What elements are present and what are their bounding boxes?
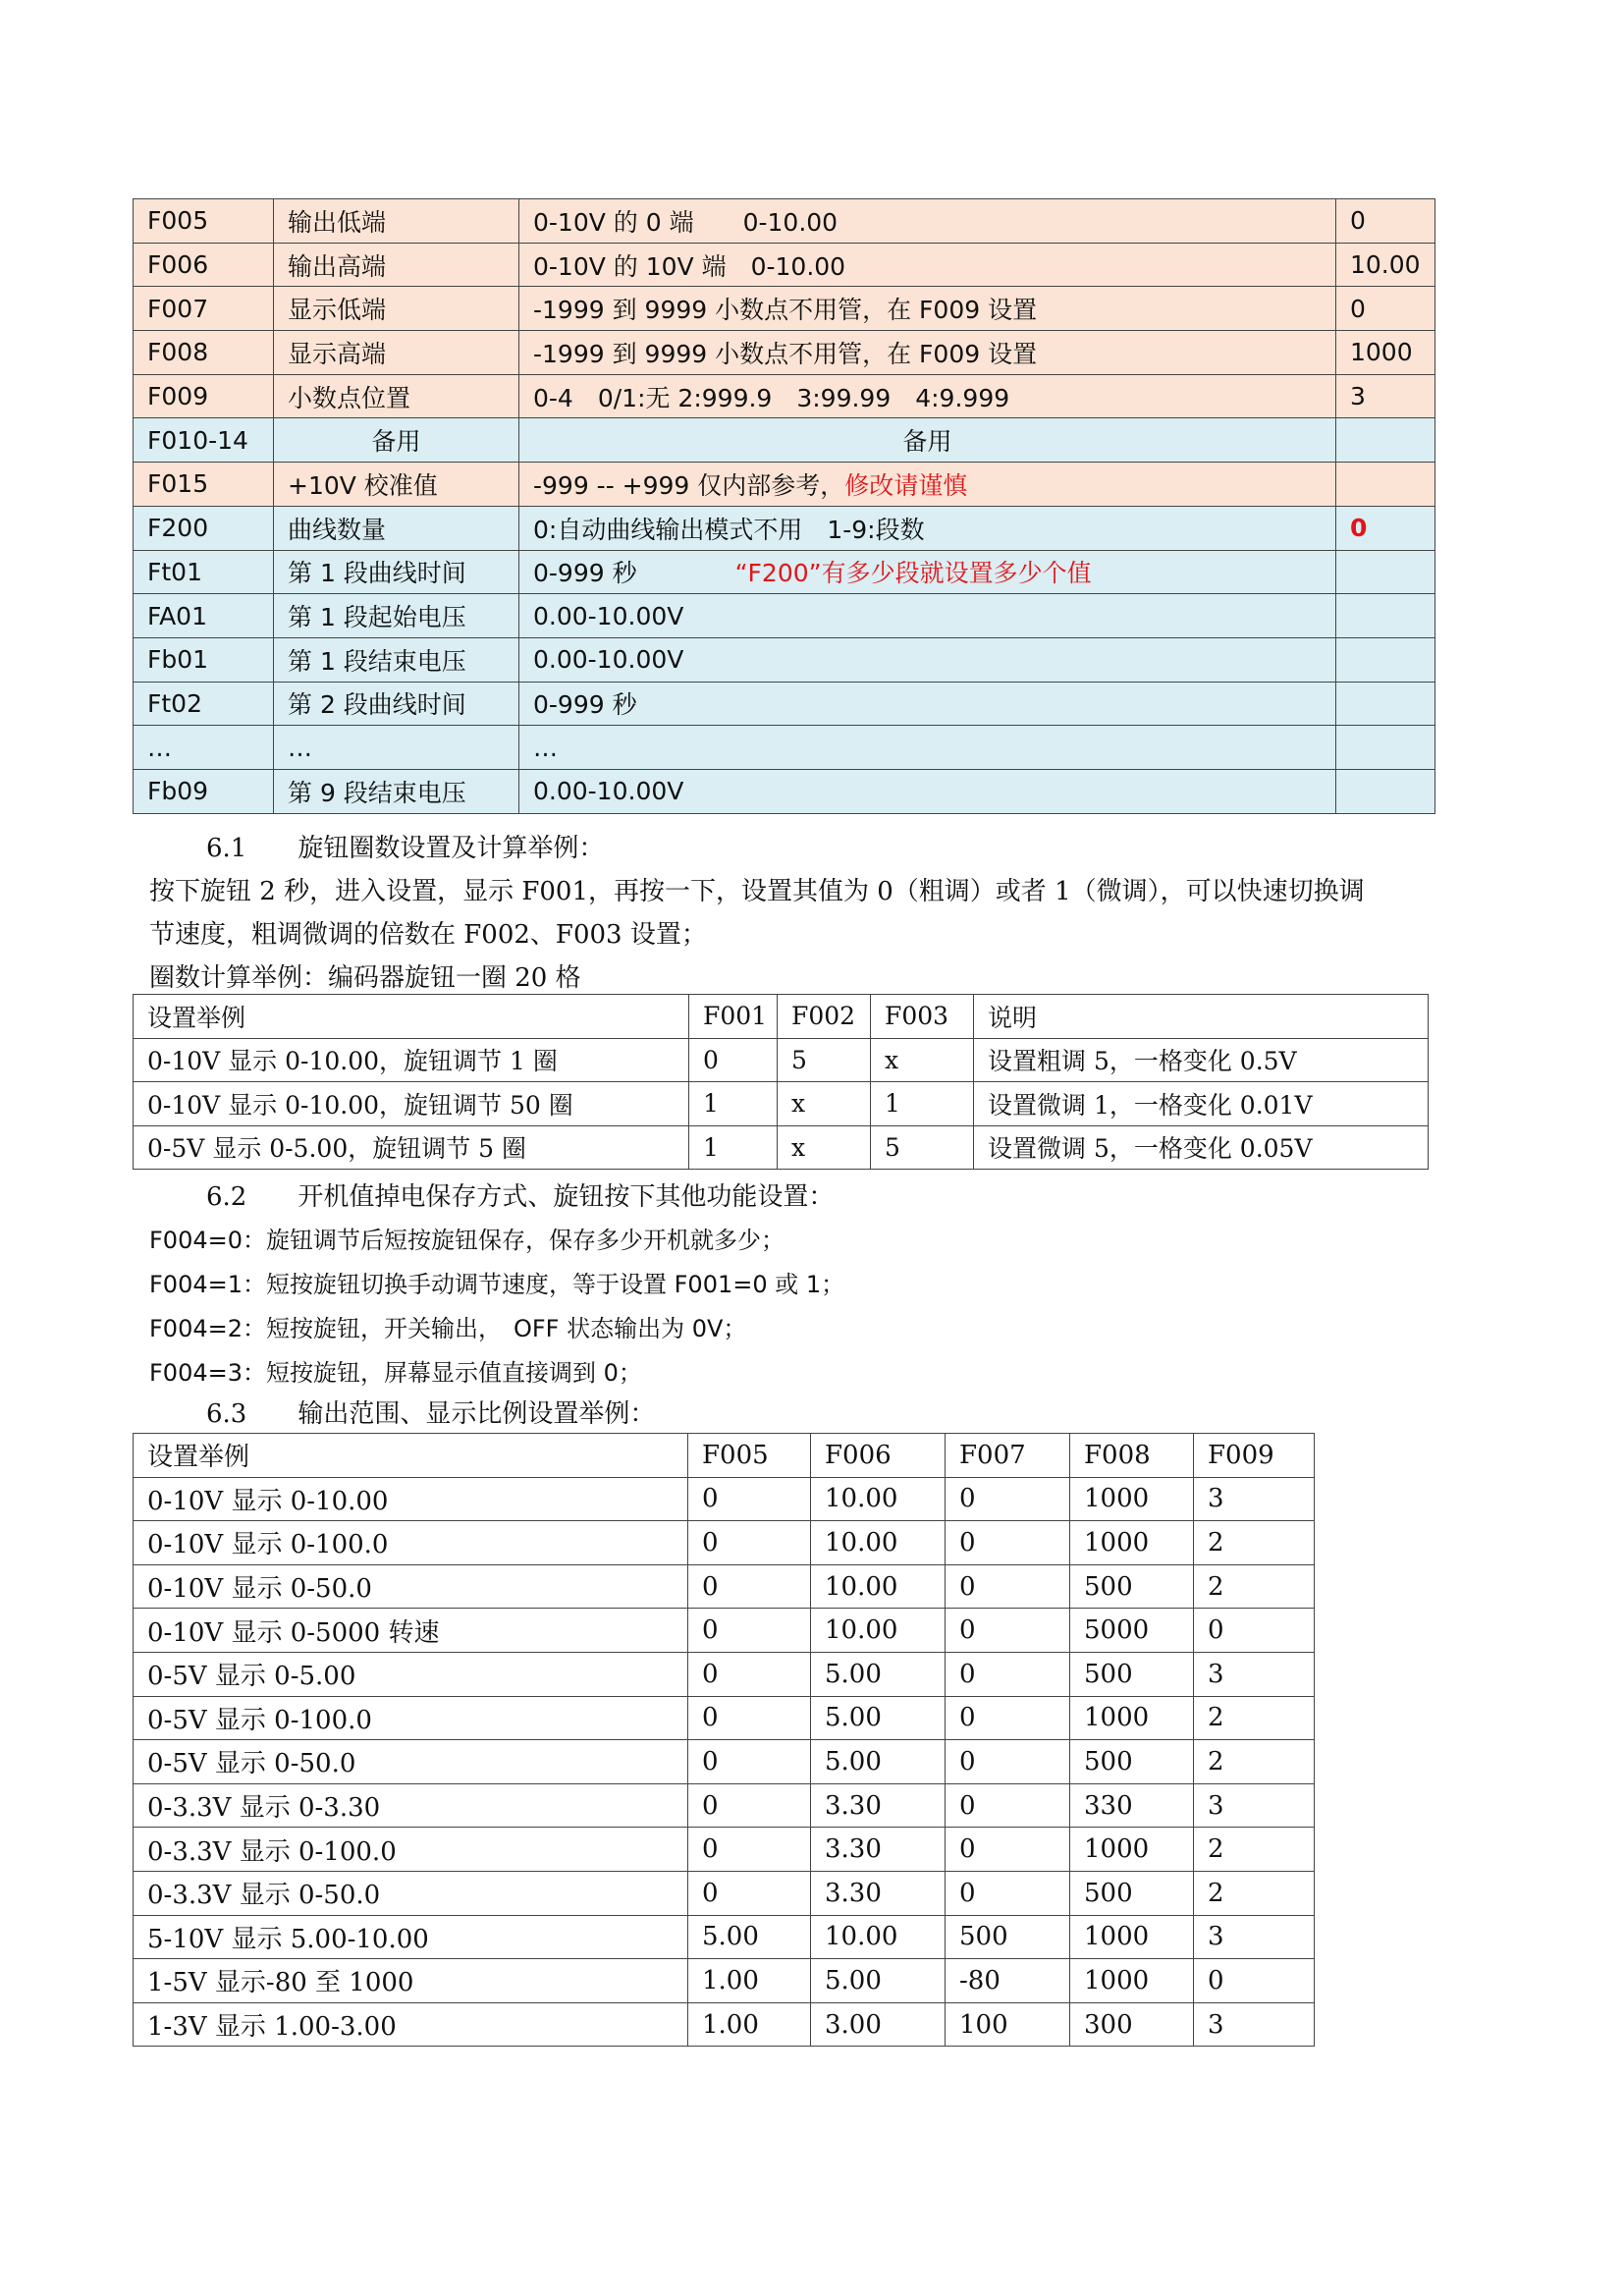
table-cell: 1000: [1070, 1828, 1194, 1872]
table-cell: 5.00: [688, 1915, 811, 1959]
param-row: [134, 637, 1435, 682]
param-code: Fb09: [134, 769, 274, 813]
param-code: FA01: [134, 594, 274, 638]
param-default-value: [1336, 463, 1435, 507]
param-description: [519, 726, 1336, 770]
table-cell: 500: [1070, 1652, 1194, 1696]
param-default-value: [1336, 682, 1435, 726]
param-description: [519, 418, 1336, 463]
param-default-value: 3: [1336, 374, 1435, 418]
table-cell: 10.00: [811, 1521, 946, 1565]
param-description-warning: 修改请谨慎: [844, 470, 968, 500]
section-6-3-heading: [206, 1394, 655, 1430]
table-cell: 5.00: [811, 1740, 946, 1784]
param-name: 备用: [274, 418, 519, 463]
param-row: [134, 594, 1435, 638]
table-cell: 1.00: [688, 2002, 811, 2047]
param-code: F010-14: [134, 418, 274, 463]
range-row: [134, 1696, 1315, 1740]
parameter-table: [133, 198, 1435, 814]
table-cell: 0: [946, 1564, 1070, 1609]
param-row: [134, 769, 1435, 813]
range-row: [134, 1740, 1315, 1784]
table-cell: 2: [1194, 1740, 1315, 1784]
parameter-table-body: [134, 199, 1435, 814]
table-cell: 0-10V 显示 0-5000 转速: [134, 1609, 688, 1653]
param-code: F200: [134, 506, 274, 550]
param-default-value: 10.00: [1336, 243, 1435, 287]
table-header-cell: F003: [871, 995, 974, 1039]
table-cell: 3.30: [811, 1783, 946, 1828]
table-cell: 0: [688, 1477, 811, 1521]
param-name: 曲线数量: [274, 506, 519, 550]
range-row: [134, 1609, 1315, 1653]
range-row: [134, 1959, 1315, 2003]
param-row: [134, 243, 1435, 287]
table-cell: 500: [1070, 1564, 1194, 1609]
param-name: …: [274, 726, 519, 770]
param-description: [519, 682, 1336, 726]
f004-option-1: F004=1：短按旋钮切换手动调节速度，等于设置 F001=0 或 1；: [149, 1271, 845, 1298]
param-description-text: …: [533, 733, 558, 762]
table-cell: 3: [1194, 1915, 1315, 1959]
table-cell: 0: [688, 1696, 811, 1740]
table-cell: 500: [1070, 1740, 1194, 1784]
param-default-value: 1000: [1336, 331, 1435, 375]
table-cell: 1: [689, 1125, 778, 1170]
param-description-text: 0.00-10.00V: [533, 645, 684, 675]
param-description-text: 0:自动曲线输出模式不用 1-9:段数: [533, 515, 925, 544]
table-cell: 1: [689, 1082, 778, 1126]
table-header-cell: 说明: [974, 995, 1429, 1039]
param-name: 第 1 段结束电压: [274, 637, 519, 682]
param-default-value: [1336, 769, 1435, 813]
table-cell: 0-10V 显示 0-10.00，旋钮调节 50 圈: [134, 1082, 689, 1126]
table-cell: 0: [946, 1521, 1070, 1565]
param-default-value: [1336, 594, 1435, 638]
param-description: [519, 287, 1336, 331]
table-cell: 5000: [1070, 1609, 1194, 1653]
table-cell: 100: [946, 2002, 1070, 2047]
table-header-cell: F002: [778, 995, 871, 1039]
table-cell: 0: [688, 1609, 811, 1653]
table-cell: 0: [688, 1740, 811, 1784]
table-cell: 3: [1194, 2002, 1315, 2047]
param-description: [519, 506, 1336, 550]
param-description: [519, 594, 1336, 638]
rotation-row: [134, 1082, 1429, 1126]
table-cell: 0: [946, 1828, 1070, 1872]
table-cell: 0-5V 显示 0-100.0: [134, 1696, 688, 1740]
table-header-cell: 设置举例: [134, 1434, 688, 1478]
table-cell: 500: [946, 1915, 1070, 1959]
param-row: [134, 374, 1435, 418]
table-cell: 5.00: [811, 1652, 946, 1696]
table-cell: 2: [1194, 1871, 1315, 1915]
rotation-row: [134, 1038, 1429, 1082]
table-cell: 2: [1194, 1564, 1315, 1609]
param-description-text: 0-10V 的 0 端 0-10.00: [533, 207, 839, 237]
range-row: [134, 1783, 1315, 1828]
f004-option-3: F004=3：短按旋钮，屏幕显示值直接调到 0；: [149, 1359, 642, 1387]
table-cell: 0-3.3V 显示 0-50.0: [134, 1871, 688, 1915]
rotation-example-table: [133, 994, 1429, 1170]
section-title: 旋钮圈数设置及计算举例：: [298, 834, 605, 863]
table-cell: 2: [1194, 1696, 1315, 1740]
param-description: [519, 769, 1336, 813]
range-row: [134, 1915, 1315, 1959]
param-description-text: -999 -- +999 仅内部参考，: [533, 470, 845, 500]
param-row: [134, 287, 1435, 331]
table-cell: 0-10V 显示 0-10.00，旋钮调节 1 圈: [134, 1038, 689, 1082]
table-cell: 3.30: [811, 1871, 946, 1915]
table-cell: 1000: [1070, 1959, 1194, 2003]
table-cell: x: [778, 1125, 871, 1170]
table-cell: 1000: [1070, 1915, 1194, 1959]
table-cell: 1000: [1070, 1521, 1194, 1565]
param-code: F007: [134, 287, 274, 331]
param-default-value: 0: [1336, 199, 1435, 244]
param-code: Ft01: [134, 550, 274, 594]
param-default-value: 0: [1336, 287, 1435, 331]
table-cell: 5-10V 显示 5.00-10.00: [134, 1915, 688, 1959]
param-name: 第 9 段结束电压: [274, 769, 519, 813]
range-row: [134, 1871, 1315, 1915]
table-cell: 10.00: [811, 1609, 946, 1653]
section-number: 6.1: [206, 834, 247, 863]
table-cell: 0: [946, 1652, 1070, 1696]
table-cell: 10.00: [811, 1477, 946, 1521]
table-cell: 0-10V 显示 0-50.0: [134, 1564, 688, 1609]
table-cell: 0: [946, 1871, 1070, 1915]
table-cell: 0: [688, 1828, 811, 1872]
table-cell: 0: [688, 1783, 811, 1828]
table-cell: 0: [946, 1609, 1070, 1653]
range-row: [134, 1652, 1315, 1696]
param-code: F005: [134, 199, 274, 244]
param-description-text: 0-999 秒: [533, 559, 735, 588]
table-cell: 10.00: [811, 1564, 946, 1609]
section-6-1-paragraph-2: 圈数计算举例：编码器旋钮一圈 20 格: [149, 963, 581, 993]
param-name: 显示高端: [274, 331, 519, 375]
table-cell: x: [871, 1038, 974, 1082]
section-6-1-heading: [206, 828, 604, 864]
param-name: 第 2 段曲线时间: [274, 682, 519, 726]
table-cell: 0: [946, 1696, 1070, 1740]
param-name: 小数点位置: [274, 374, 519, 418]
section-title: 输出范围、显示比例设置举例：: [298, 1399, 656, 1429]
range-row: [134, 1828, 1315, 1872]
param-code: Ft02: [134, 682, 274, 726]
param-default-value: [1336, 550, 1435, 594]
table-cell: 0: [1194, 1959, 1315, 2003]
param-name: +10V 校准值: [274, 463, 519, 507]
table-cell: 0-10V 显示 0-10.00: [134, 1477, 688, 1521]
table-cell: 5: [778, 1038, 871, 1082]
param-description-text: 0-10V 的 10V 端 0-10.00: [533, 251, 846, 281]
table-cell: 0-5V 显示 0-5.00，旋钮调节 5 圈: [134, 1125, 689, 1170]
table-cell: 0-10V 显示 0-100.0: [134, 1521, 688, 1565]
table-cell: 0-3.3V 显示 0-100.0: [134, 1828, 688, 1872]
table-header-cell: 设置举例: [134, 995, 689, 1039]
table-cell: 5: [871, 1125, 974, 1170]
param-code: F006: [134, 243, 274, 287]
param-row: [134, 682, 1435, 726]
param-row: [134, 418, 1435, 463]
table-cell: 设置粗调 5，一格变化 0.5V: [974, 1038, 1429, 1082]
param-default-value: [1336, 418, 1435, 463]
param-name: 第 1 段曲线时间: [274, 550, 519, 594]
table-cell: 1-3V 显示 1.00-3.00: [134, 2002, 688, 2047]
table-cell: 3: [1194, 1783, 1315, 1828]
param-row: [134, 463, 1435, 507]
table-cell: 0: [946, 1477, 1070, 1521]
table-cell: 2: [1194, 1828, 1315, 1872]
section-6-1-paragraph-line-1: 按下旋钮 2 秒，进入设置，显示 F001，再按一下，设置其值为 0（粗调）或者 1（微调），可以快速切换调: [149, 877, 1365, 906]
param-default-value: [1336, 637, 1435, 682]
output-range-table: [133, 1433, 1315, 2047]
table-cell: 3.30: [811, 1828, 946, 1872]
param-description-warning: “F200”有多少段就设置多少个值: [734, 559, 1092, 588]
table-cell: 5.00: [811, 1696, 946, 1740]
table-cell: 500: [1070, 1871, 1194, 1915]
param-description-text: 0.00-10.00V: [533, 601, 684, 630]
table-header-cell: F005: [688, 1434, 811, 1478]
table-cell: 0-3.3V 显示 0-3.30: [134, 1783, 688, 1828]
table-header-cell: F008: [1070, 1434, 1194, 1478]
param-row: [134, 199, 1435, 244]
range-table-body: [134, 1434, 1315, 2047]
table-cell: 10.00: [811, 1915, 946, 1959]
param-description: [519, 199, 1336, 244]
table-cell: 3.00: [811, 2002, 946, 2047]
table-cell: 3: [1194, 1477, 1315, 1521]
param-description-text: 0.00-10.00V: [533, 777, 684, 806]
table-header-cell: F009: [1194, 1434, 1315, 1478]
param-description-text: 备用: [902, 427, 952, 457]
table-cell: x: [778, 1082, 871, 1126]
table-cell: 0-5V 显示 0-50.0: [134, 1740, 688, 1784]
range-row: [134, 1564, 1315, 1609]
param-name: 显示低端: [274, 287, 519, 331]
table-cell: 1000: [1070, 1477, 1194, 1521]
range-row: [134, 2002, 1315, 2047]
param-name: 输出高端: [274, 243, 519, 287]
f004-option-0: F004=0：旋钮调节后短按旋钮保存，保存多少开机就多少；: [149, 1227, 784, 1254]
param-code: …: [134, 726, 274, 770]
param-description-text: -1999 到 9999 小数点不用管，在 F009 设置: [533, 296, 1038, 325]
table-cell: 0: [688, 1871, 811, 1915]
rotation-row: [134, 1125, 1429, 1170]
param-description: [519, 374, 1336, 418]
section-number: 6.3: [206, 1399, 247, 1429]
rotation-table-body: [134, 995, 1429, 1170]
param-description-text: 0-4 0/1:无 2:999.9 3:99.99 4:9.999: [533, 383, 1010, 412]
table-header-cell: F001: [689, 995, 778, 1039]
table-header-cell: F006: [811, 1434, 946, 1478]
param-row: [134, 550, 1435, 594]
table-cell: 0: [1194, 1609, 1315, 1653]
param-code: F015: [134, 463, 274, 507]
table-cell: 0: [688, 1564, 811, 1609]
param-default-value: 0: [1336, 506, 1435, 550]
table-cell: 3: [1194, 1652, 1315, 1696]
range-row: [134, 1521, 1315, 1565]
table-header-row: [134, 995, 1429, 1039]
table-cell: 1: [871, 1082, 974, 1126]
section-6-2-heading: [206, 1176, 834, 1213]
table-cell: 设置微调 5，一格变化 0.05V: [974, 1125, 1429, 1170]
table-cell: 5.00: [811, 1959, 946, 2003]
param-default-value: [1336, 726, 1435, 770]
table-cell: 0-5V 显示 0-5.00: [134, 1652, 688, 1696]
section-number: 6.2: [206, 1182, 247, 1212]
range-row: [134, 1477, 1315, 1521]
param-row: [134, 331, 1435, 375]
param-description: [519, 637, 1336, 682]
param-description-text: -1999 到 9999 小数点不用管，在 F009 设置: [533, 339, 1038, 368]
table-cell: 0: [946, 1783, 1070, 1828]
table-cell: 2: [1194, 1521, 1315, 1565]
param-code: F008: [134, 331, 274, 375]
param-name: 第 1 段起始电压: [274, 594, 519, 638]
table-cell: 设置微调 1，一格变化 0.01V: [974, 1082, 1429, 1126]
section-6-1-paragraph-line-2: 节速度，粗调微调的倍数在 F002、F003 设置；: [149, 920, 707, 950]
table-cell: 1.00: [688, 1959, 811, 2003]
table-cell: 0: [688, 1521, 811, 1565]
table-cell: 1000: [1070, 1696, 1194, 1740]
param-code: Fb01: [134, 637, 274, 682]
table-cell: 1-5V 显示-80 至 1000: [134, 1959, 688, 2003]
param-description: [519, 331, 1336, 375]
param-name: 输出低端: [274, 199, 519, 244]
table-cell: 330: [1070, 1783, 1194, 1828]
param-code: F009: [134, 374, 274, 418]
table-cell: -80: [946, 1959, 1070, 2003]
param-description: [519, 550, 1336, 594]
param-description: [519, 463, 1336, 507]
table-cell: 0: [689, 1038, 778, 1082]
param-description: [519, 243, 1336, 287]
param-row: [134, 726, 1435, 770]
table-cell: 0: [946, 1740, 1070, 1784]
table-header-cell: F007: [946, 1434, 1070, 1478]
param-description-text: 0-999 秒: [533, 690, 637, 720]
section-title: 开机值掉电保存方式、旋钮按下其他功能设置：: [298, 1182, 835, 1212]
table-header-row: [134, 1434, 1315, 1478]
table-cell: 0: [688, 1652, 811, 1696]
param-row: [134, 506, 1435, 550]
f004-option-2: F004=2：短按旋钮，开关输出， OFF 状态输出为 0V；: [149, 1315, 747, 1342]
table-cell: 300: [1070, 2002, 1194, 2047]
